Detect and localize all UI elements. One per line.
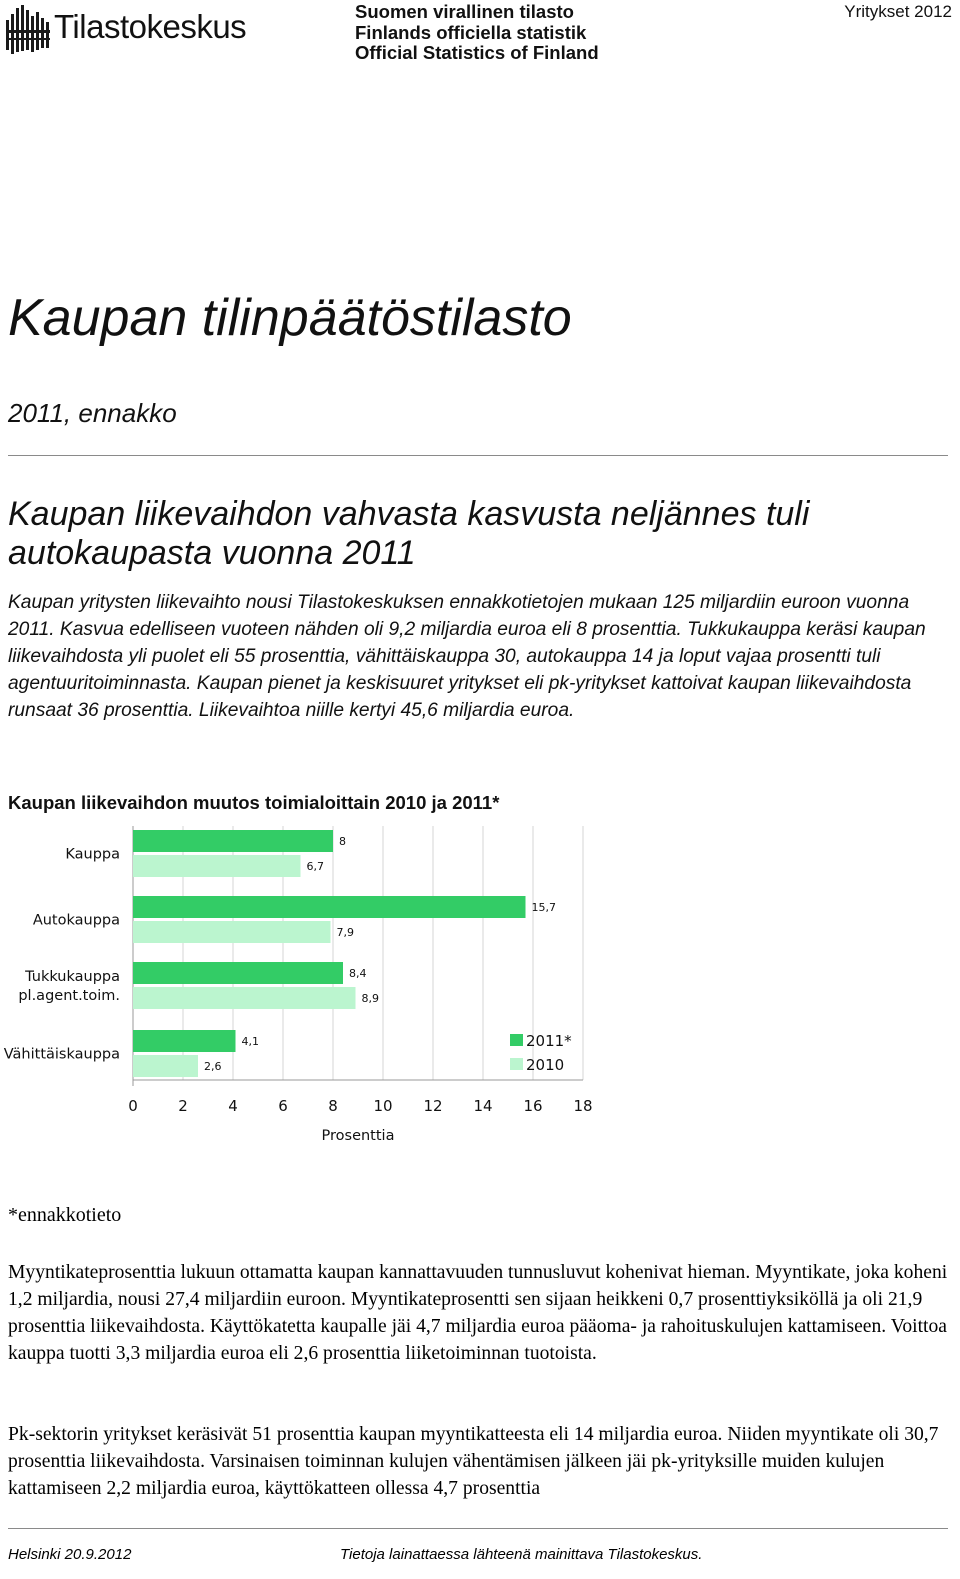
bar-2011 [133, 896, 526, 918]
bar-2010 [133, 1055, 198, 1077]
divider [8, 455, 948, 456]
category-label: Vähittäiskauppa [3, 1046, 120, 1063]
x-tick-label: 4 [228, 1097, 238, 1115]
legend-label: 2010 [526, 1056, 565, 1074]
legend-swatch [510, 1058, 523, 1070]
x-tick-label: 8 [328, 1097, 338, 1115]
official-line-en: Official Statistics of Finland [355, 42, 599, 63]
x-axis-title: Prosenttia [321, 1128, 395, 1144]
bar-2011 [133, 1030, 236, 1052]
x-tick-label: 2 [178, 1097, 188, 1115]
x-tick-label: 0 [128, 1097, 138, 1115]
headline: Kaupan liikevaihdon vahvasta kasvusta neljännes tuli autokaupasta vuonna 2011 [8, 495, 810, 572]
data-label: 2,6 [204, 1060, 222, 1073]
footer-divider [8, 1528, 948, 1529]
category-label: pl.agent.toim. [18, 988, 120, 1004]
x-tick-label: 14 [473, 1097, 493, 1115]
chart-title: Kaupan liikevaihdon muutos toimialoittain 2010 ja 2011* [8, 792, 500, 813]
bar-2011 [133, 830, 333, 852]
official-statistics-lines [355, 2, 599, 64]
data-label: 15,7 [531, 901, 556, 914]
data-label: 8,9 [361, 992, 379, 1005]
category-label: Autokauppa [32, 912, 120, 929]
category-label: Kauppa [65, 846, 120, 863]
data-label: 4,1 [241, 1035, 259, 1048]
legend-label: 2011* [526, 1032, 572, 1050]
data-label: 7,9 [336, 926, 354, 939]
x-tick-label: 10 [373, 1097, 393, 1115]
page-title: Kaupan tilinpäätöstilasto [8, 289, 572, 347]
lead-paragraph: Kaupan yritysten liikevaihto nousi Tilastokeskuksen ennakkotietojen mukaan 125 miljardiin euroon vuonna 2011. Kasvua edelliseen vuoteen nähden oli 9,2 miljardia euroa eli 8 prosenttia. Tukkukauppa keräsi kaupan liikevaihdosta yli puolet eli 55 prosenttia, vähittäiskauppa 30, autokauppa 14 ja loput vajaa prosentti tuli agentuuritoiminnasta. Kaupan pienet ja keskisuuret yritykset eli pk-yritykset kattoivat kaupan liikevaihdosta runsaat 36 prosenttia. Liikevaihtoa niille kertyi 45,6 miljardia euroa. [8, 592, 926, 721]
x-tick-label: 18 [573, 1097, 593, 1115]
body-paragraph: Pk-sektorin yritykset keräsivät 51 prosenttia kaupan myyntikatteesta eli 14 miljardia euroa. Niiden myyntikate oli 30,7 prosenttia liikevaihdosta. Varsinaisen toiminnan kulujen vähentämisen jälkeen jäi pk-yrityksille muiden kulujen kattamiseen 2,2 miljardia euroa, käyttökatteen ollessa 4,7 prosenttia [8, 1424, 939, 1499]
legend-swatch [510, 1034, 523, 1046]
official-line-sv: Finlands officiella statistik [355, 21, 587, 43]
data-label: 8,4 [349, 967, 367, 980]
body-paragraph: Myyntikateprosenttia lukuun ottamatta kaupan kannattavuuden tunnusluvut kohenivat hieman. Myyntikate, joka koheni 1,2 miljardia, nousi 27,4 miljardiin euroon. Myyntikateprosentti sen sijaan heikkeni 0,7 prosenttiyksiköllä ja oli 21,9 prosenttia liikevaihdosta. Käyttökatetta kaupalle jäi 4,7 miljardia euroa pääoma- ja rahoituskulujen kattamiseen. Voittoa kauppa tuotti 3,3 miljardia euroa eli 2,6 prosenttia liiketoiminnan tuotoista. [8, 1262, 948, 1364]
bar-2010 [133, 921, 331, 943]
bar-2011 [133, 962, 343, 984]
bar-2010 [133, 855, 301, 877]
x-tick-label: 16 [523, 1097, 543, 1115]
data-label: 8 [339, 835, 346, 848]
x-tick-label: 6 [278, 1097, 288, 1115]
x-tick-label: 12 [423, 1097, 443, 1115]
data-label: 6,7 [306, 860, 324, 873]
logo-wordmark: Tilastokeskus [54, 8, 247, 45]
page-subtitle: 2011, ennakko [8, 398, 177, 428]
bar-2010 [133, 987, 356, 1009]
category-label: Tukkukauppa [25, 969, 120, 985]
official-line-fi: Suomen virallinen tilasto [355, 1, 574, 22]
footer-place-date: Helsinki 20.9.2012 [8, 1546, 132, 1563]
footnote: *ennakkotieto [8, 1204, 122, 1226]
footer-citation: Tietoja lainattaessa lähteenä mainittava Tilastokeskus. [340, 1546, 703, 1563]
bar-chart [0, 820, 620, 1150]
publication-tag: Yritykset 2012 [844, 2, 952, 21]
